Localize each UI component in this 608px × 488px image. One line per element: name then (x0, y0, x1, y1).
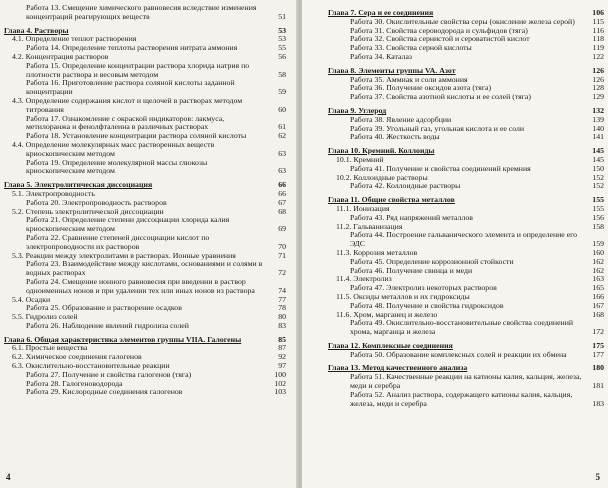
toc-entry-page: 168 (592, 309, 604, 319)
toc-entry-title: 4.1. Определение теплот растворения (12, 34, 137, 44)
toc-entry-title: Глава 8. Элементы группы VA. Азот (328, 65, 456, 75)
toc-entry-title: Работа 42. Коллоидные растворы (350, 181, 461, 191)
toc-work-row (4, 115, 286, 133)
toc-entry-page: 140 (592, 123, 604, 133)
toc-entry-page: 70 (278, 241, 286, 251)
toc-entry-title: Работа 50. Образование комплексных солей и реакции их обмена (350, 349, 567, 359)
toc-work-row (328, 231, 604, 249)
toc-entry-title: Работа 47. Электролиз некоторых растворов (350, 283, 497, 293)
toc-entry-title: Работа 23. Взаимодействие между кислотами, основаниями и солями в водных растворах (26, 259, 263, 278)
toc-entry-page: 60 (278, 104, 286, 114)
toc-entry-title: Работа 27. Получение и свойства галогенов (тяга) (26, 369, 192, 379)
toc-entry-page: 85 (278, 334, 286, 344)
toc-work-row (328, 351, 604, 360)
toc-entry-page: 66 (278, 180, 286, 190)
toc-entry-title: Работа 33. Свойства серной кислоты (350, 43, 472, 53)
toc-entry-title: Глава 11. Общие свойства металлов (328, 195, 455, 205)
toc-entry-page: 71 (278, 250, 286, 260)
toc-entry-title: 11.2. Гальванизация (336, 221, 403, 231)
toc-entry-title: Работа 51. Качественные реакции на катионы калия, кальция, железа, меди и серебра (350, 372, 582, 391)
toc-entry-page: 56 (278, 51, 286, 61)
toc-entry-page: 126 (592, 65, 604, 75)
toc-work-row (4, 79, 286, 97)
toc-entry-title: Работа 21. Определение степени диссоциации хлорида калия криоскопическим методом (26, 215, 230, 234)
toc-entry-title: 11.3. Коррозия металлов (336, 247, 418, 257)
toc-entry-title: 4.4. Определение молекулярных масс растворенных веществ криоскопическим методом (12, 139, 215, 158)
toc-entry-page: 166 (592, 291, 604, 301)
toc-work-row (4, 62, 286, 80)
toc-entry-title: Работа 18. Установление концентрации раствора соляной кислоты (26, 131, 247, 141)
toc-entry-title: Работа 16. Приготовление раствора соляной кислоты заданной концентрации (26, 78, 235, 97)
toc-entry-page: 155 (592, 203, 604, 213)
toc-work-row (4, 322, 286, 331)
toc-entry-title: 10.1. Кремний (336, 154, 384, 164)
toc-entry-title: Работа 44. Построение гальванического элемента и определение его ЭДС (350, 230, 578, 249)
toc-entry-page: 141 (592, 132, 604, 142)
toc-entry-title: 6.2. Химическое соединения галогенов (12, 352, 142, 362)
toc-entry-page: 100 (274, 369, 286, 379)
toc-entry-page: 165 (592, 283, 604, 293)
toc-entry-page: 160 (592, 247, 604, 257)
toc-entry-title: Глава 6. Общая характеристика элементов группы VIIA. Галогены (4, 334, 242, 344)
toc-entry-page: 115 (592, 16, 604, 26)
toc-entry-title: Работа 22. Сравнение степеней диссоциации кислот по электропроводности их растворов (26, 232, 210, 251)
toc-work-row (4, 4, 286, 22)
toc-entry-page: 68 (278, 206, 286, 216)
toc-entry-title: 5.1. Электропроводность (12, 188, 95, 198)
toc-section-row (4, 141, 286, 159)
toc-entry-title: 6.3. Окислительно-восстановительные реакции (12, 361, 170, 371)
toc-work-row (4, 234, 286, 252)
toc-entry-page: 87 (278, 343, 286, 353)
toc-entry-title: Глава 5. Электролитическая диссоциация (4, 180, 153, 190)
toc-entry-title: 11.6. Хром, марганец и железо (336, 309, 438, 319)
toc-entry-page: 53 (278, 25, 286, 35)
toc-work-row (4, 216, 286, 234)
toc-work-row (4, 260, 286, 278)
toc-entry-page: 51 (278, 11, 286, 21)
toc-entry-page: 77 (278, 294, 286, 304)
toc-list-right (328, 9, 604, 408)
toc-work-row (328, 53, 604, 62)
toc-entry-page: 118 (592, 34, 604, 44)
toc-entry-title: Работа 43. Ряд напряжений металлов (350, 212, 473, 222)
toc-entry-title: Работа 35. Аммиак и соли аммония (350, 74, 468, 84)
toc-entry-title: Работа 34. Каталаз (350, 51, 412, 61)
toc-entry-page: 150 (592, 163, 604, 173)
toc-entry-page: 163 (592, 274, 604, 284)
page-number-left: 4 (6, 472, 11, 482)
toc-entry-page: 172 (592, 327, 604, 337)
toc-work-row (328, 133, 604, 142)
toc-section-row (4, 97, 286, 115)
toc-entry-title: Работа 38. Явление адсорбции (350, 114, 452, 124)
toc-entry-title: Работа 28. Галогеноводорода (26, 378, 123, 388)
toc-entry-title: 11.4. Электролиз (336, 274, 392, 284)
toc-entry-title: 11.1. Ионизация (336, 203, 390, 213)
toc-entry-page: 53 (278, 34, 286, 44)
toc-entry-page: 63 (278, 148, 286, 158)
toc-list-left (4, 4, 286, 397)
toc-entry-title: Работа 26. Наблюдение явлений гидролиза солей (26, 320, 189, 330)
right-page (302, 0, 608, 488)
toc-entry-title: 5.4. Осадки (12, 294, 51, 304)
toc-entry-title: 10.2. Коллоидные растворы (336, 172, 428, 182)
toc-entry-title: Работа 46. Получение свинца и меди (350, 265, 473, 275)
toc-entry-title: Работа 32. Свойства сернистой и сероватистой кислот (350, 34, 530, 44)
toc-entry-title: Работа 48. Получение и свойства гидроксидов (350, 300, 504, 310)
toc-entry-page: 66 (278, 188, 286, 198)
toc-entry-page: 162 (592, 265, 604, 275)
toc-entry-title: 6.1. Простые вещества (12, 343, 88, 353)
toc-entry-page: 74 (278, 285, 286, 295)
toc-entry-title: Работа 14. Определение теплоты растворения нитрата аммония (26, 43, 238, 53)
toc-entry-page: 152 (592, 172, 604, 182)
toc-entry-page: 59 (278, 87, 286, 97)
toc-entry-title: Глава 13. Метод качественного анализа (328, 363, 468, 373)
toc-entry-page: 159 (592, 239, 604, 249)
toc-entry-title: 5.3. Реакции между электролитами в растворах. Ионные уравнения (12, 250, 236, 260)
toc-entry-page: 175 (592, 340, 604, 350)
toc-entry-page: 167 (592, 300, 604, 310)
toc-entry-title: Работа 30. Окислительные свойства серы (окисление железа серой) (350, 16, 575, 26)
toc-entry-title: Глава 4. Растворы (4, 25, 69, 35)
toc-entry-page: 55 (278, 43, 286, 53)
toc-entry-page: 145 (592, 154, 604, 164)
toc-entry-title: Работа 31. Свойства сероводорода и сульфидов (тяга) (350, 25, 528, 35)
toc-entry-title: Работа 41. Получение и свойства соединений кремния (350, 163, 531, 173)
left-page (0, 0, 298, 488)
toc-entry-title: Работа 36. Получение оксидов азота (тяга) (350, 83, 492, 93)
toc-entry-page: 162 (592, 256, 604, 266)
toc-entry-page: 126 (592, 74, 604, 84)
toc-entry-page: 128 (592, 83, 604, 93)
toc-entry-page: 78 (278, 303, 286, 313)
toc-entry-page: 180 (592, 363, 604, 373)
toc-entry-title: 4.2. Концентрация растворов (12, 51, 109, 61)
toc-entry-title: Работа 39. Угольный газ, угольная кислота и ее соли (350, 123, 525, 133)
toc-entry-page: 97 (278, 361, 286, 371)
toc-work-row (328, 182, 604, 191)
toc-work-row (328, 319, 604, 337)
toc-entry-page: 67 (278, 197, 286, 207)
toc-entry-page: 80 (278, 312, 286, 322)
toc-work-row (328, 373, 604, 391)
toc-entry-title: Работа 45. Определение коррозионной стойкости (350, 256, 514, 266)
toc-entry-page: 72 (278, 268, 286, 278)
toc-entry-page: 145 (592, 146, 604, 156)
toc-entry-title: 11.5. Оксиды металлов и их гидроксиды (336, 291, 470, 301)
page-number-right: 5 (595, 472, 600, 482)
toc-entry-title: Работа 25. Образование и растворение осадков (26, 303, 182, 313)
toc-entry-title: 4.3. Определение содержания кислот и щелочей в растворах методом титрования (12, 95, 243, 114)
toc-entry-title: Глава 7. Сера и ее соединения (328, 8, 434, 17)
toc-entry-page: 119 (592, 43, 604, 53)
toc-entry-page: 158 (592, 221, 604, 231)
toc-entry-title: 5.2. Степень электролитической диссоциации (12, 206, 164, 216)
toc-entry-title: Работа 37. Свойства азотной кислоты и ее солей (тяга) (350, 92, 531, 102)
toc-entry-page: 129 (592, 92, 604, 102)
toc-entry-title: Работа 20. Электропроводность растворов (26, 197, 167, 207)
toc-entry-page: 139 (592, 114, 604, 124)
toc-entry-page: 181 (592, 381, 604, 391)
toc-entry-page: 63 (278, 166, 286, 176)
toc-entry-title: Глава 10. Кремний. Коллоиды (328, 146, 435, 156)
toc-entry-page: 102 (274, 378, 286, 388)
toc-entry-page: 103 (274, 387, 286, 397)
toc-entry-page: 152 (592, 181, 604, 191)
toc-entry-title: Работа 15. Определение концентрации раствора хлорида натрия по плотности раствора и весовым методом (26, 60, 250, 79)
toc-entry-title: Глава 12. Комплексные соединения (328, 340, 453, 350)
toc-entry-page: 69 (278, 224, 286, 234)
toc-entry-page: 106 (592, 8, 604, 17)
toc-entry-page: 61 (278, 122, 286, 132)
toc-entry-page: 62 (278, 131, 286, 141)
toc-work-row (328, 93, 604, 102)
toc-entry-title: Работа 13. Смещение химического равновесия вследствие изменения концентраций реагирующих веществ (26, 3, 257, 21)
toc-entry-page: 156 (592, 212, 604, 222)
toc-work-row (4, 388, 286, 397)
toc-entry-page: 177 (592, 349, 604, 359)
toc-work-row (4, 278, 286, 296)
toc-work-row (328, 391, 604, 409)
toc-entry-page: 132 (592, 105, 604, 115)
toc-entry-page: 183 (592, 398, 604, 408)
toc-entry-page: 58 (278, 69, 286, 79)
toc-entry-title: Работа 19. Определение молекулярной массы глюкозы криоскопическим методом (26, 157, 208, 176)
toc-entry-title: 5.5. Гидролиз солей (12, 312, 78, 322)
toc-entry-page: 122 (592, 51, 604, 61)
toc-entry-title: Работа 29. Кислородные соединения галогенов (26, 387, 183, 397)
toc-entry-title: Работа 40. Жесткость воды (350, 132, 440, 142)
toc-entry-title: Работа 24. Смещение ионного равновесия при введении в раствор одноименных ионов и при удалении тех или иных ионов из раствора (26, 276, 255, 295)
toc-work-row (4, 159, 286, 177)
toc-entry-title: Работа 52. Анализ раствора, содержащего катионы калия, кальция, железа, меди и серебра (350, 389, 573, 408)
toc-entry-title: Работа 17. Ознакомление с окраской индикаторов: лакмуса, метилоранжа и фенолфталеина в различных растворах (26, 113, 225, 132)
toc-entry-page: 116 (592, 25, 604, 35)
toc-entry-page: 155 (592, 195, 604, 205)
toc-entry-title: Глава 9. Углерод (328, 105, 387, 115)
toc-entry-page: 83 (278, 320, 286, 330)
toc-entry-page: 92 (278, 352, 286, 362)
toc-entry-title: Работа 49. Окислительно-восстановительные свойства соединений хрома, марганца и железа (350, 318, 574, 337)
